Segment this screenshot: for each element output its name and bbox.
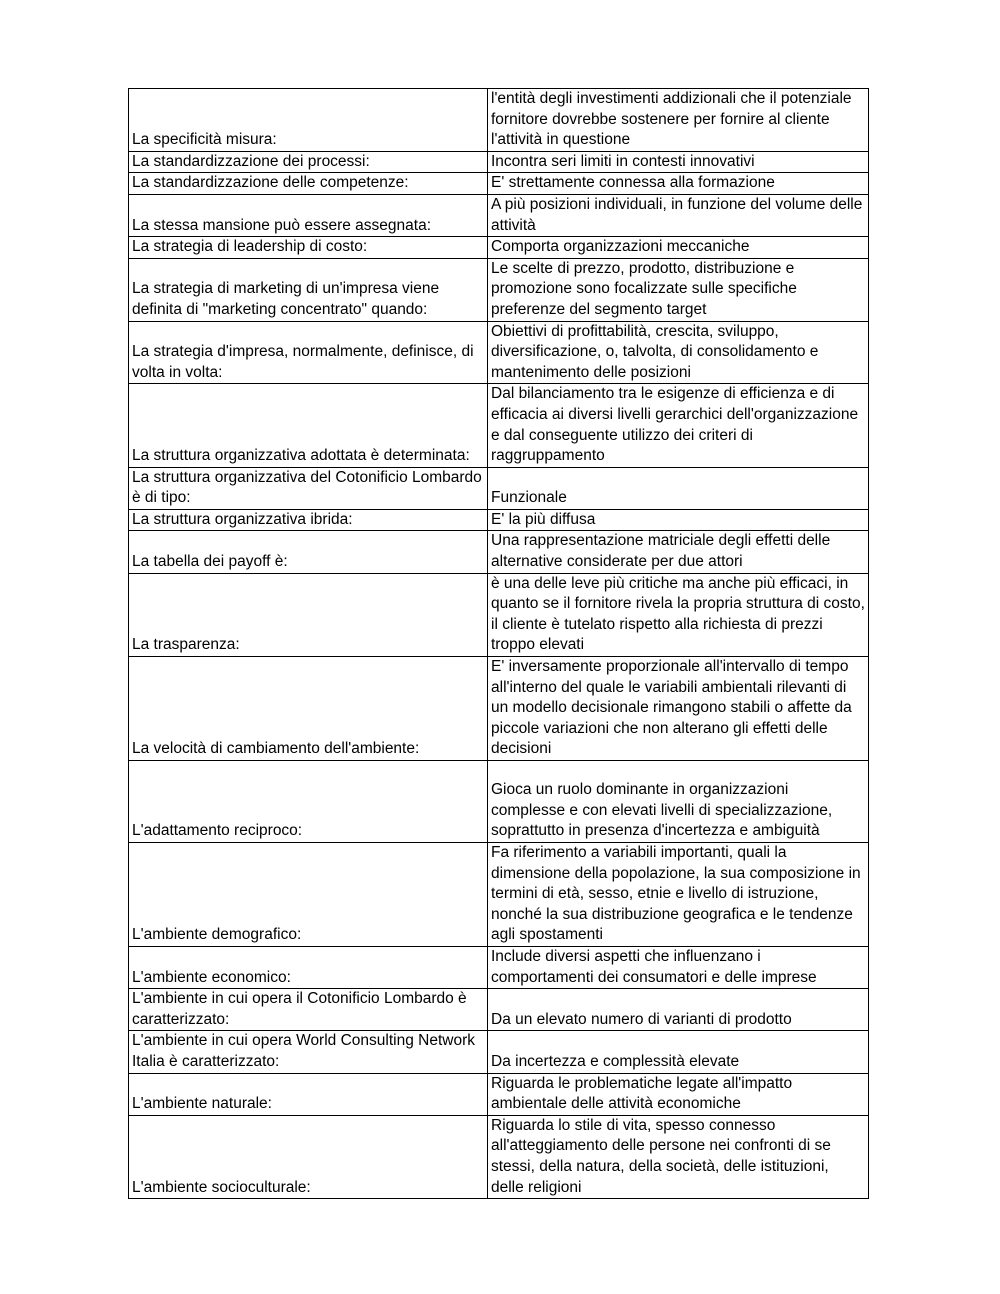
answer-cell: è una delle leve più critiche ma anche più efficaci, in quanto se il fornitore rivela la propria struttura di costo, il cliente è tutelato rispetto alla richiesta di prezzi troppo elevati [488, 573, 869, 656]
table-row [129, 573, 869, 656]
question-cell: L'ambiente naturale: [129, 1073, 488, 1115]
answer-cell: Riguarda lo stile di vita, spesso connesso all'atteggiamento delle persone nei confronti di se stessi, della natura, della società, delle istituzioni, delle religioni [488, 1115, 869, 1198]
answer-cell: l'entità degli investimenti addizionali che il potenziale fornitore dovrebbe sostenere per fornire al cliente l'attività in questione [488, 89, 869, 152]
question-cell: La standardizzazione delle competenze: [129, 173, 488, 195]
question-cell: La stessa mansione può essere assegnata: [129, 194, 488, 236]
table-row [129, 258, 869, 321]
answer-cell: Gioca un ruolo dominante in organizzazioni complesse e con elevati livelli di specializzazione, soprattutto in presenza d'incertezza e ambiguità [488, 761, 869, 843]
question-cell: La struttura organizzativa del Cotonificio Lombardo è di tipo: [129, 467, 488, 509]
answer-cell: Comporta organizzazioni meccaniche [488, 237, 869, 259]
table-row [129, 843, 869, 947]
question-cell: La velocità di cambiamento dell'ambiente: [129, 657, 488, 761]
answer-cell: Da un elevato numero di varianti di prodotto [488, 989, 869, 1031]
answer-cell: A più posizioni individuali, in funzione del volume delle attività [488, 194, 869, 236]
question-cell: La tabella dei payoff è: [129, 531, 488, 573]
answer-cell: Obiettivi di profittabilità, crescita, sviluppo, diversificazione, o, talvolta, di consolidamento e mantenimento delle posizioni [488, 321, 869, 384]
answer-cell: Fa riferimento a variabili importanti, quali la dimensione della popolazione, la sua composizione in termini di età, sesso, etnie e livello di istruzione, nonché la sua distribuzione geografica e le tendenze agli spostamenti [488, 843, 869, 947]
answer-cell: Funzionale [488, 467, 869, 509]
question-cell: La trasparenza: [129, 573, 488, 656]
table-row [129, 151, 869, 173]
question-cell: L'ambiente in cui opera World Consulting Network Italia è caratterizzato: [129, 1031, 488, 1073]
table-row [129, 1031, 869, 1073]
table-row [129, 194, 869, 236]
question-cell: La struttura organizzativa adottata è determinata: [129, 384, 488, 467]
table-row [129, 657, 869, 761]
question-cell: L'ambiente in cui opera il Cotonificio Lombardo è caratterizzato: [129, 989, 488, 1031]
table-row [129, 173, 869, 195]
answer-cell: E' inversamente proporzionale all'intervallo di tempo all'interno del quale le variabili ambientali rilevanti di un modello decisionale rimangono stabili o affette da piccole variazioni che non alterano gli effetti delle decisioni [488, 657, 869, 761]
table-row [129, 761, 869, 843]
table-row [129, 1073, 869, 1115]
question-cell: L'ambiente economico: [129, 946, 488, 988]
table-row [129, 531, 869, 573]
qa-table [128, 88, 869, 1199]
table-row [129, 989, 869, 1031]
answer-cell: E' strettamente connessa alla formazione [488, 173, 869, 195]
question-cell: La standardizzazione dei processi: [129, 151, 488, 173]
question-cell: La specificità misura: [129, 89, 488, 152]
table-row [129, 467, 869, 509]
table-row [129, 321, 869, 384]
answer-cell: Dal bilanciamento tra le esigenze di efficienza e di efficacia ai diversi livelli gerarchici dell'organizzazione e dal conseguente utilizzo dei criteri di raggruppamento [488, 384, 869, 467]
question-cell: L'adattamento reciproco: [129, 761, 488, 843]
table-row [129, 384, 869, 467]
question-cell: L'ambiente socioculturale: [129, 1115, 488, 1198]
table-row [129, 509, 869, 531]
table-row [129, 89, 869, 152]
question-cell: La strategia d'impresa, normalmente, definisce, di volta in volta: [129, 321, 488, 384]
table-row [129, 946, 869, 988]
question-cell: La strategia di marketing di un'impresa viene definita di "marketing concentrato" quando: [129, 258, 488, 321]
answer-cell: Include diversi aspetti che influenzano i comportamenti dei consumatori e delle imprese [488, 946, 869, 988]
question-cell: La struttura organizzativa ibrida: [129, 509, 488, 531]
table-row [129, 237, 869, 259]
answer-cell: Incontra seri limiti in contesti innovativi [488, 151, 869, 173]
answer-cell: Le scelte di prezzo, prodotto, distribuzione e promozione sono focalizzate sulle specifiche preferenze del segmento target [488, 258, 869, 321]
answer-cell: Riguarda le problematiche legate all'impatto ambientale delle attività economiche [488, 1073, 869, 1115]
answer-cell: Una rappresentazione matriciale degli effetti delle alternative considerate per due attori [488, 531, 869, 573]
answer-cell: E' la più diffusa [488, 509, 869, 531]
question-cell: La strategia di leadership di costo: [129, 237, 488, 259]
question-cell: L'ambiente demografico: [129, 843, 488, 947]
table-row [129, 1115, 869, 1198]
answer-cell: Da incertezza e complessità elevate [488, 1031, 869, 1073]
